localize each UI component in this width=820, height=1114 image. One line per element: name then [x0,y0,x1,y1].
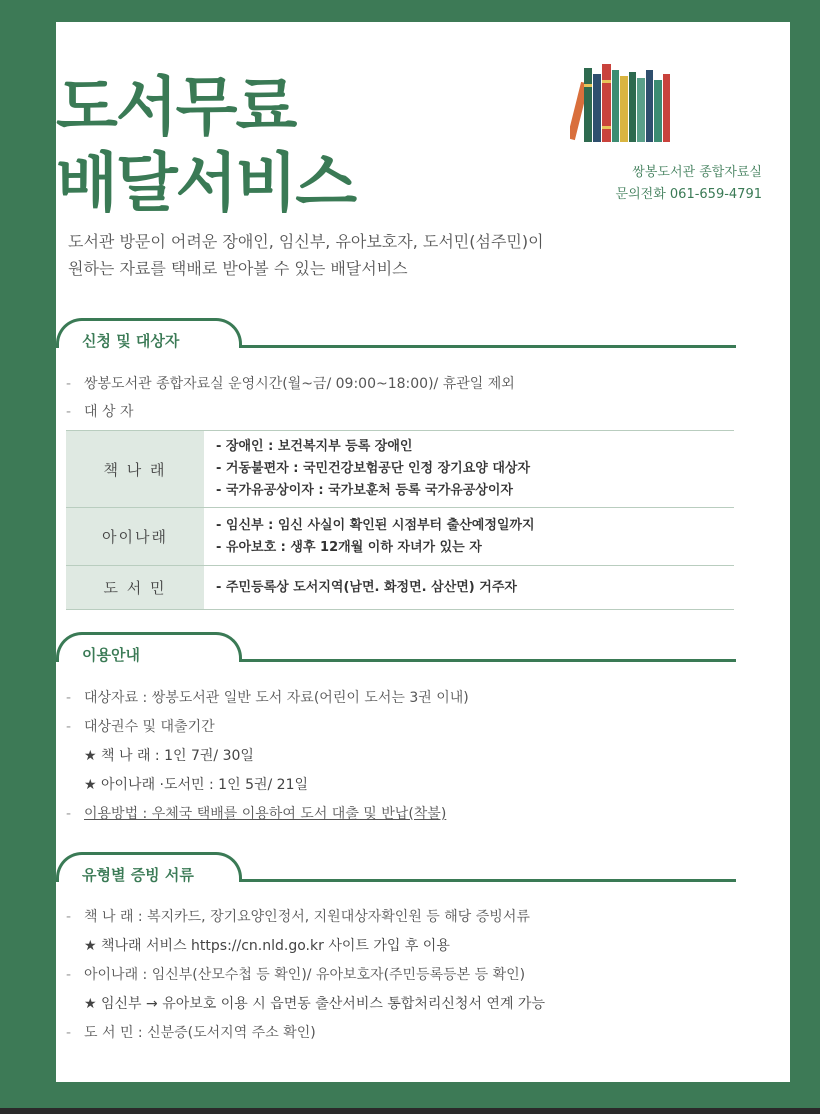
usage-method-item: - 이용방법 : 우체국 택배를 이용하여 도서 대출 및 반납(착불) [66,806,447,822]
row-line: - 장애인 : 보건복지부 등록 장애인 [216,439,413,454]
section-title: 이용안내 [82,646,140,664]
section-rule [239,345,736,348]
row-category: 책 나 래 [66,431,204,508]
dash-icon: - [66,404,72,420]
row-line: - 임신부 : 임신 사실이 확인된 시점부터 출산예정일까지 [216,517,535,533]
intro-line-1: 도서관 방문이 어려운 장애인, 임신부, 유아보호자, 도서민(섬주민)이 [68,232,544,251]
section-title: 유형별 증빙 서류 [82,866,194,884]
docs-islander-item: - 도 서 민 : 신분증(도서지역 주소 확인) [66,1025,316,1041]
intro-line-2: 원하는 자료를 택배로 받아볼 수 있는 배달서비스 [68,259,408,278]
title-line-1: 도서무료 [56,71,296,145]
section-rule [239,659,736,662]
material-item: - 대상자료 : 쌍봉도서관 일반 도서 자료(어린이 도서는 3권 이내) [66,690,469,706]
dash-icon: - [66,806,72,822]
operating-hours-item: - 쌍봉도서관 종합자료실 운영시간(월~금/ 09:00~18:00)/ 휴관일 제외 [66,376,515,392]
loan-rule-ainarae: ★ 아이나래 ·도서민 : 1인 5권/ 21일 [84,777,309,793]
library-phone: 문의전화 061-659-4791 [615,187,762,202]
row-category: 도 서 민 [66,566,204,610]
title-line-2: 배달서비스 [56,147,356,221]
row-line: - 유아보호 : 생후 12개월 이하 자녀가 있는 자 [216,539,482,555]
row-line: - 국가유공상이자 : 국가보훈처 등록 국가유공상이자 [216,483,513,498]
loan-period-item: - 대상권수 및 대출기간 [66,719,215,735]
section-title: 신청 및 대상자 [82,332,180,350]
section-heading-usage [56,632,736,672]
docs-chaeknarae-item: - 책 나 래 : 복지카드, 장기요양인정서, 지원대상자확인원 등 해당 증빙서류 [66,909,530,925]
row-line: - 주민등록상 도서지역(남면. 화정면. 삼산면) 거주자 [216,579,517,595]
dash-icon: - [66,376,72,392]
target-table [66,430,734,610]
section-rule [239,879,736,882]
chaeknarae-site-note: ★ 책나래 서비스 https://cn.nld.go.kr 사이트 가입 후 이용 [84,938,450,954]
dash-icon: - [66,909,72,925]
library-info [616,162,762,206]
dash-icon: - [66,967,72,983]
bottom-border [0,1108,820,1114]
row-category: 아이나래 [66,508,204,566]
section-heading-documents [56,852,736,892]
poster-title [56,70,355,222]
table-row [66,508,734,566]
library-name: 쌍봉도서관 종합자료실 [632,165,762,180]
loan-rule-chaeknarae: ★ 책 나 래 : 1인 7권/ 30일 [84,748,254,764]
books-icon [570,60,680,142]
docs-ainarae-item: - 아이나래 : 임신부(산모수첩 등 확인)/ 유아보호자(주민등록등본 등 확인) [66,967,526,983]
row-line: - 거동불편자 : 국민건강보험공단 인정 장기요양 대상자 [216,461,531,476]
table-row [66,431,734,508]
dash-icon: - [66,690,72,706]
target-label-item: - 대 상 자 [66,404,134,420]
intro-text [68,228,544,282]
dash-icon: - [66,719,72,735]
section-heading-application [56,318,736,358]
table-row [66,566,734,610]
pregnancy-link-note: ★ 임신부 → 유아보호 이용 시 읍면동 출산서비스 통합처리신청서 연계 가능 [84,996,545,1012]
dash-icon: - [66,1025,72,1041]
